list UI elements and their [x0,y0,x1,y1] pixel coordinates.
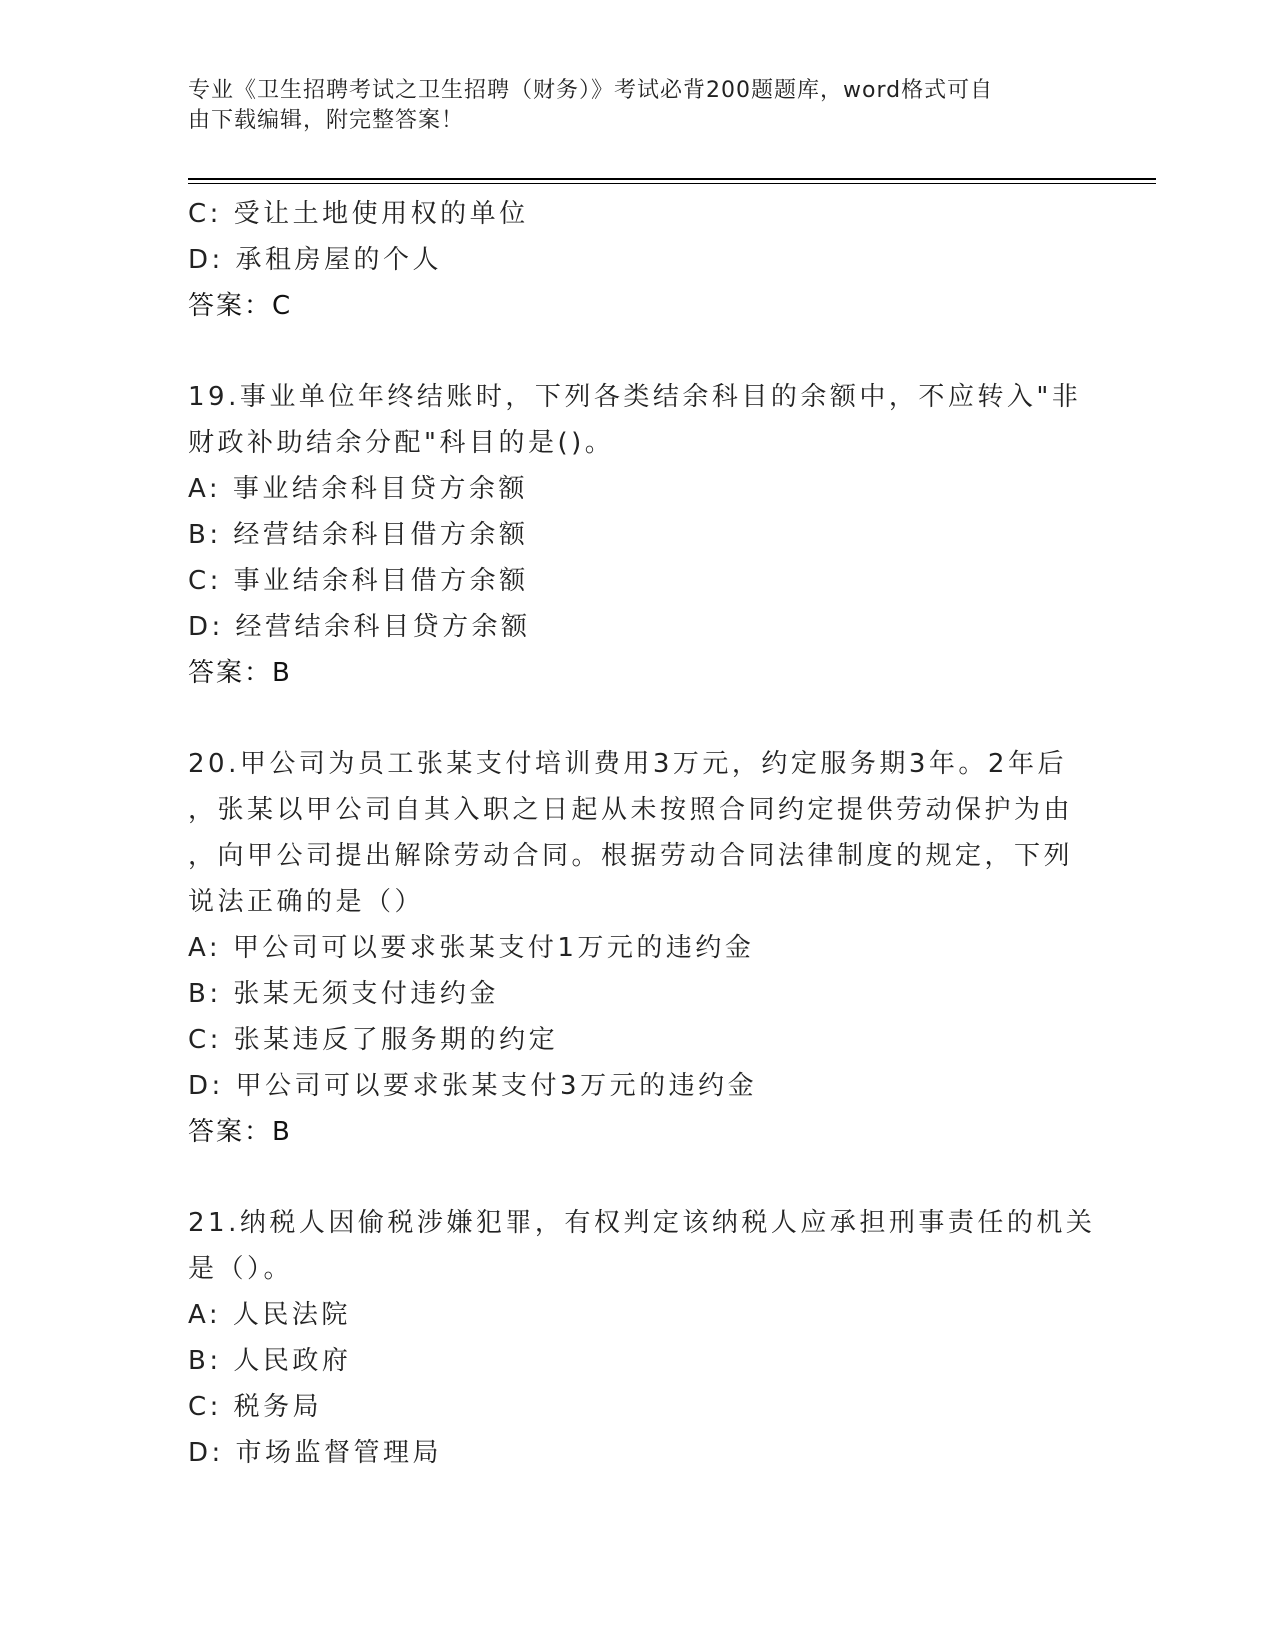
question-stem [188,374,1082,466]
spacer [188,1155,1088,1200]
question-stem-line: 是（）。 [188,1254,294,1284]
option-c: C: 张某违反了服务期的约定 [188,1025,559,1055]
option-b: B: 人民政府 [188,1346,352,1376]
answer-line: 答案：C [188,291,293,321]
answer-line: 答案：B [188,658,292,688]
spacer [188,696,1088,741]
question-stem-line: 财政补助结余分配"科目的是()。 [188,428,615,458]
option-d: D: 市场监督管理局 [188,1438,443,1468]
option-b: B: 经营结余科目借方余额 [188,520,529,550]
option-a: A: 事业结余科目贷方余额 [188,474,528,504]
question-block-18 [188,191,1088,329]
question-stem [188,741,1074,925]
header-line-1: 专业《卫生招聘考试之卫生招聘（财务）》考试必背200题题库，word格式可自 [188,78,994,103]
header-divider-thin [188,183,1156,184]
option-c: C: 税务局 [188,1392,323,1422]
question-block-20 [188,741,1088,1155]
header-line-2: 由下载编辑，附完整答案！ [188,108,465,133]
question-stem-line: 说法正确的是（） [188,887,425,917]
option-a: A: 人民法院 [188,1300,351,1330]
option-d: D: 经营结余科目贷方余额 [188,612,531,642]
question-stem-line: ，张某以甲公司自其入职之日起从未按照合同约定提供劳动保护为由 [188,795,1074,825]
question-content [188,191,1096,1476]
question-stem [188,1200,1096,1292]
answer-line: 答案：B [188,1117,292,1147]
question-stem-line: 19.事业单位年终结账时，下列各类结余科目的余额中，不应转入"非 [188,382,1082,412]
question-block-21 [188,1200,1096,1476]
option-d: D: 承租房屋的个人 [188,245,443,275]
option-c: C: 事业结余科目借方余额 [188,566,529,596]
question-block-19 [188,374,1088,696]
header-divider-thick [188,178,1156,180]
question-stem-line: ，向甲公司提出解除劳动合同。根据劳动合同法律制度的规定，下列 [188,841,1074,871]
option-c: C: 受让土地使用权的单位 [188,199,529,229]
spacer [188,329,1088,374]
option-a: A: 甲公司可以要求张某支付1万元的违约金 [188,933,755,963]
question-stem-line: 21.纳税人因偷税涉嫌犯罪，有权判定该纳税人应承担刑事责任的机关 [188,1208,1096,1238]
document-header [188,76,1068,136]
option-b: B: 张某无须支付违约金 [188,979,499,1009]
question-stem-line: 20.甲公司为员工张某支付培训费用3万元，约定服务期3年。2年后 [188,749,1067,779]
option-d: D: 甲公司可以要求张某支付3万元的违约金 [188,1071,758,1101]
